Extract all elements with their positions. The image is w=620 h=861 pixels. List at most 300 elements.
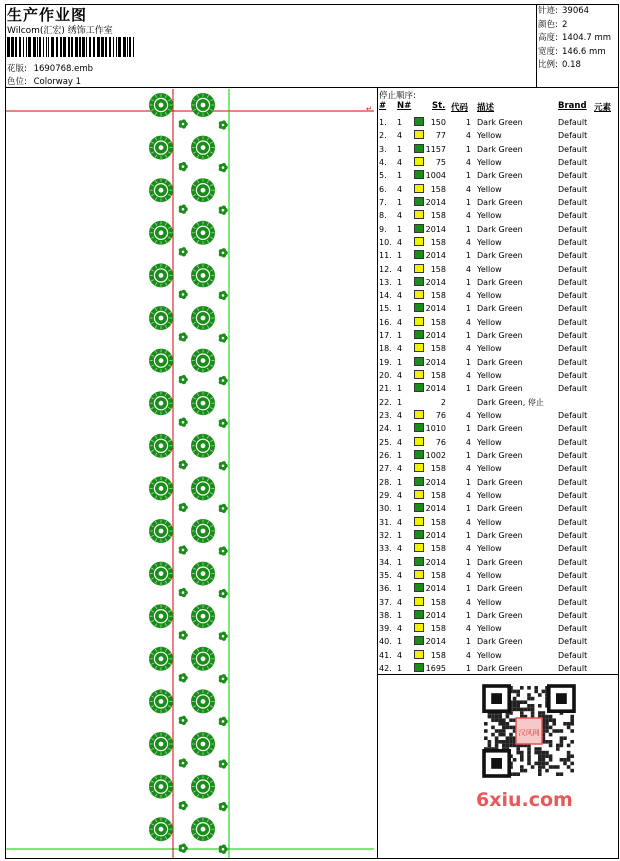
row-brand: Default xyxy=(558,624,588,634)
table-row xyxy=(379,476,617,489)
barcode-bar xyxy=(105,37,107,57)
qr-module xyxy=(506,715,510,719)
qr-module xyxy=(520,758,524,762)
qr-module xyxy=(534,762,538,766)
row-stitches: 2014 xyxy=(425,304,446,314)
row-stitches: 2014 xyxy=(425,331,446,341)
motif-ring-right xyxy=(191,93,215,117)
table-row xyxy=(379,382,617,395)
qr-module xyxy=(549,740,553,744)
row-needle: 1 xyxy=(397,637,403,647)
color-swatch xyxy=(414,317,424,326)
row-description: Dark Green xyxy=(477,118,523,127)
qr-module xyxy=(567,754,571,758)
color-swatch xyxy=(414,543,424,552)
row-description: Yellow xyxy=(477,624,502,634)
qr-module xyxy=(542,751,546,755)
row-stitches: 158 xyxy=(430,317,446,327)
qr-module xyxy=(516,693,520,697)
motif-flower-center xyxy=(179,716,188,725)
row-number: 8. xyxy=(379,211,387,221)
qr-module xyxy=(542,711,546,715)
row-stitches: 158 xyxy=(430,650,446,660)
row-brand: Default xyxy=(558,184,588,194)
motif-flower-right xyxy=(219,717,228,726)
stat-label: 比例: xyxy=(538,60,558,70)
row-description: Yellow xyxy=(477,211,502,221)
stat-value: 1404.7 mm xyxy=(562,33,612,43)
qr-module xyxy=(545,726,549,730)
row-needle: 1 xyxy=(397,424,403,434)
row-description: Dark Green xyxy=(477,451,523,460)
barcode-bar xyxy=(39,37,41,57)
row-stitches: 2014 xyxy=(425,277,446,287)
color-swatch xyxy=(414,650,424,659)
motif-flower-right xyxy=(219,759,228,768)
qr-module xyxy=(567,758,571,762)
barcode-bar xyxy=(133,37,134,57)
table-row xyxy=(379,462,617,475)
table-row xyxy=(379,236,617,249)
qr-module xyxy=(495,718,499,722)
motif-ring-right xyxy=(191,476,215,500)
qr-module xyxy=(560,729,564,733)
row-needle: 1 xyxy=(397,477,403,487)
row-description: Yellow xyxy=(477,464,502,474)
barcode-bar xyxy=(60,37,62,57)
qr-module xyxy=(506,726,510,730)
qr-module xyxy=(538,754,542,758)
barcode-bar xyxy=(23,37,24,57)
qr-module xyxy=(502,744,506,748)
row-stitches: 158 xyxy=(430,624,446,634)
qr-module xyxy=(516,700,520,704)
row-description: Yellow xyxy=(477,184,502,194)
qr-module xyxy=(516,751,520,755)
qr-module xyxy=(527,697,531,701)
color-swatch xyxy=(414,197,424,206)
qr-module xyxy=(484,722,488,726)
qr-module xyxy=(488,740,492,744)
qr-module xyxy=(542,690,546,694)
qr-module xyxy=(542,762,546,766)
qr-module xyxy=(520,769,524,773)
qr-module xyxy=(570,769,574,773)
barcode-bar xyxy=(11,37,14,57)
table-row xyxy=(379,223,617,236)
motif-ring-left xyxy=(149,604,173,628)
qr-module xyxy=(542,758,546,762)
motif-ring-right xyxy=(191,562,215,586)
motif-flower-center xyxy=(179,801,188,810)
row-needle: 4 xyxy=(397,597,403,607)
row-number: 27. xyxy=(379,464,392,474)
qr-module xyxy=(531,708,535,712)
qr-module xyxy=(531,704,535,708)
qr-module xyxy=(552,718,556,722)
row-needle: 4 xyxy=(397,650,403,660)
stat-value: 146.6 mm xyxy=(562,46,606,57)
motif-flower-center xyxy=(179,503,188,512)
motif-ring-left xyxy=(149,562,173,586)
barcode-bar xyxy=(79,37,81,57)
row-code: 4 xyxy=(465,157,471,167)
qr-module xyxy=(484,736,488,740)
barcode-bar xyxy=(71,37,73,57)
row-stitches: 1695 xyxy=(425,664,446,674)
stat-row xyxy=(538,32,611,46)
row-description: Dark Green xyxy=(477,144,523,154)
row-needle: 4 xyxy=(397,237,403,247)
barcode-bar xyxy=(26,37,27,57)
row-brand: Default xyxy=(558,597,588,607)
color-swatch xyxy=(414,184,424,193)
row-number: 9. xyxy=(379,224,387,234)
color-swatch xyxy=(414,477,424,486)
row-brand: Default xyxy=(558,344,588,354)
row-number: 23. xyxy=(379,411,392,421)
qr-module xyxy=(545,729,549,733)
color-swatch xyxy=(414,157,424,166)
qr-module xyxy=(534,686,538,690)
qr-module xyxy=(495,736,499,740)
row-code: 4 xyxy=(465,490,471,500)
row-description: Yellow xyxy=(477,570,502,580)
row-brand: Default xyxy=(558,411,588,421)
stat-label: 颜色: xyxy=(538,19,558,30)
qr-module xyxy=(520,754,524,758)
row-stitches: 75 xyxy=(435,157,446,167)
table-row xyxy=(379,582,617,595)
row-code: 1 xyxy=(465,384,471,394)
table-row xyxy=(379,356,617,369)
table-row xyxy=(379,542,617,555)
motif-ring-right xyxy=(191,306,215,330)
row-number: 31. xyxy=(379,517,392,527)
row-brand: Default xyxy=(558,544,588,554)
qr-module xyxy=(516,747,520,751)
row-description: Dark Green xyxy=(477,384,523,394)
row-needle: 1 xyxy=(397,251,403,261)
row-number: 18. xyxy=(379,344,392,354)
table-row xyxy=(379,396,617,409)
qr-module xyxy=(560,736,564,740)
row-needle: 1 xyxy=(397,144,403,154)
barcode-bar xyxy=(28,37,31,57)
header-divider-vertical xyxy=(536,4,537,88)
qr-module xyxy=(527,747,531,751)
row-needle: 1 xyxy=(397,584,403,594)
qr-module xyxy=(520,686,524,690)
row-stitches: 76 xyxy=(435,411,446,421)
qr-module xyxy=(570,718,574,722)
table-row xyxy=(379,302,617,315)
row-brand: Default xyxy=(558,424,588,434)
col-header-stitches: St. xyxy=(432,101,446,111)
qr-module xyxy=(498,715,502,719)
motif-ring-right xyxy=(191,775,215,799)
row-number: 5. xyxy=(379,171,387,181)
row-description: Dark Green xyxy=(477,584,523,594)
row-stitches: 2014 xyxy=(425,504,446,514)
row-code: 1 xyxy=(465,557,471,567)
row-description: Dark Green xyxy=(477,357,523,367)
row-brand: Default xyxy=(558,504,588,514)
qr-module xyxy=(538,693,542,697)
row-brand: Default xyxy=(558,237,588,247)
row-needle: 4 xyxy=(397,344,403,354)
color-swatch xyxy=(414,303,424,312)
row-needle: 4 xyxy=(397,211,403,221)
row-brand: Default xyxy=(558,384,588,394)
qr-module xyxy=(516,704,520,708)
company-name: Wilcom(汇宏) 绣饰工作室 xyxy=(7,26,113,36)
qr-module xyxy=(495,715,499,719)
qr-module xyxy=(570,729,574,733)
row-number: 6. xyxy=(379,184,387,194)
motif-ring-right xyxy=(191,391,215,415)
row-stitches: 1002 xyxy=(425,451,446,460)
qr-module xyxy=(495,729,499,733)
row-number: 35. xyxy=(379,570,392,580)
stat-value: 0.18 xyxy=(562,60,581,70)
qr-module xyxy=(506,744,510,748)
row-code: 1 xyxy=(465,171,471,181)
motif-flower-center xyxy=(179,844,188,853)
barcode-bar xyxy=(101,37,104,57)
table-row xyxy=(379,249,617,262)
row-description: Dark Green xyxy=(477,664,523,674)
qr-module xyxy=(498,718,502,722)
color-swatch xyxy=(414,463,424,472)
row-brand: Default xyxy=(558,144,588,154)
row-brand: Default xyxy=(558,304,588,314)
row-stitches: 2014 xyxy=(425,637,446,647)
row-stitches: 2014 xyxy=(425,224,446,234)
row-number: 7. xyxy=(379,197,387,207)
row-description: Dark Green xyxy=(477,610,523,620)
motif-flower-right xyxy=(219,845,228,854)
row-number: 39. xyxy=(379,624,392,634)
color-swatch xyxy=(414,210,424,219)
color-swatch xyxy=(414,583,424,592)
qr-module xyxy=(524,700,528,704)
motif-ring-left xyxy=(149,93,173,117)
row-description: Dark Green xyxy=(477,251,523,261)
qr-module xyxy=(491,733,495,737)
qr-module xyxy=(549,744,553,748)
row-stitches: 2014 xyxy=(425,557,446,567)
row-brand: Default xyxy=(558,157,588,167)
row-number: 37. xyxy=(379,597,392,607)
qr-module xyxy=(495,740,499,744)
qr-module xyxy=(549,715,553,719)
row-needle: 1 xyxy=(397,224,403,234)
table-row xyxy=(379,662,617,675)
stat-value: 39064 xyxy=(562,6,590,16)
design-file-label: 花版: xyxy=(7,64,27,74)
row-stitches: 158 xyxy=(430,490,446,500)
row-needle: 1 xyxy=(397,384,403,394)
row-number: 1. xyxy=(379,118,387,127)
qr-module xyxy=(538,769,542,773)
col-header-brand: Brand xyxy=(558,101,587,111)
color-swatch xyxy=(414,330,424,339)
row-brand: Default xyxy=(558,264,588,274)
row-description: Yellow xyxy=(477,317,502,327)
row-number: 25. xyxy=(379,437,392,447)
qr-module xyxy=(567,765,571,769)
qr-module xyxy=(538,704,542,708)
motif-flower-right xyxy=(219,291,228,300)
row-brand: Default xyxy=(558,437,588,447)
page-title: 生产作业图 xyxy=(7,6,88,24)
table-row xyxy=(379,183,617,196)
row-code: 1 xyxy=(465,357,471,367)
motif-flower-right xyxy=(219,120,228,129)
motif-flower-center xyxy=(179,418,188,427)
row-stitches: 158 xyxy=(430,597,446,607)
row-stitches: 1004 xyxy=(425,171,446,181)
qr-module xyxy=(545,715,549,719)
barcode-bar xyxy=(46,37,47,57)
row-needle: 4 xyxy=(397,624,403,634)
qr-code xyxy=(470,682,588,782)
row-stitches: 77 xyxy=(435,131,446,141)
qr-module xyxy=(542,765,546,769)
row-code: 4 xyxy=(465,184,471,194)
row-needle: 1 xyxy=(397,397,403,407)
row-number: 16. xyxy=(379,317,392,327)
qr-module xyxy=(545,740,549,744)
row-stitches: 158 xyxy=(430,344,446,354)
row-needle: 4 xyxy=(397,131,403,141)
stat-value: 2 xyxy=(562,19,568,30)
qr-module xyxy=(538,765,542,769)
qr-module xyxy=(538,751,542,755)
row-description: Yellow xyxy=(477,291,502,301)
row-needle: 1 xyxy=(397,197,403,207)
qr-module xyxy=(549,726,553,730)
table-row xyxy=(379,529,617,542)
row-stitches: 158 xyxy=(430,237,446,247)
qr-module xyxy=(520,765,524,769)
color-swatch xyxy=(414,557,424,566)
color-swatch xyxy=(414,170,424,179)
design-preview xyxy=(6,89,377,858)
qr-module xyxy=(538,747,542,751)
row-code: 1 xyxy=(465,610,471,620)
row-needle: 4 xyxy=(397,570,403,580)
qr-module xyxy=(513,758,517,762)
row-description: Dark Green xyxy=(477,477,523,487)
row-stitches: 150 xyxy=(430,118,446,127)
row-description: Yellow xyxy=(477,517,502,527)
row-needle: 4 xyxy=(397,291,403,301)
row-needle: 4 xyxy=(397,184,403,194)
qr-module xyxy=(484,729,488,733)
table-row xyxy=(379,489,617,502)
row-needle: 4 xyxy=(397,371,403,381)
qr-module xyxy=(506,740,510,744)
row-brand: Default xyxy=(558,477,588,487)
motif-flower-right xyxy=(219,674,228,683)
row-brand: Default xyxy=(558,517,588,527)
barcode-bar xyxy=(33,37,36,57)
row-number: 2. xyxy=(379,131,387,141)
row-code: 1 xyxy=(465,637,471,647)
barcode-bar xyxy=(86,37,87,57)
qr-module xyxy=(567,751,571,755)
col-header-code: 代码 xyxy=(451,103,469,113)
qr-module xyxy=(527,708,531,712)
row-stitches: 158 xyxy=(430,570,446,580)
motif-flower-center xyxy=(179,247,188,256)
qr-module xyxy=(570,754,574,758)
row-description: Dark Green xyxy=(477,171,523,181)
table-row xyxy=(379,622,617,635)
color-swatch xyxy=(414,277,424,286)
qr-module xyxy=(563,722,567,726)
qr-module xyxy=(545,751,549,755)
barcode-bar xyxy=(109,37,111,57)
qr-module xyxy=(545,769,549,773)
barcode xyxy=(7,37,137,57)
row-needle: 1 xyxy=(397,118,403,127)
table-row xyxy=(379,342,617,355)
qr-module xyxy=(502,729,506,733)
row-code: 4 xyxy=(465,317,471,327)
table-row xyxy=(379,409,617,422)
barcode-bar xyxy=(127,37,128,57)
row-description: Dark Green xyxy=(477,197,523,207)
motif-ring-right xyxy=(191,817,215,841)
qr-module xyxy=(527,758,531,762)
color-swatch xyxy=(414,264,424,273)
row-number: 41. xyxy=(379,650,392,660)
motif-ring-left xyxy=(149,391,173,415)
barcode-bar xyxy=(129,37,131,57)
qr-module xyxy=(549,758,553,762)
row-brand: Default xyxy=(558,277,588,287)
row-number: 3. xyxy=(379,144,387,154)
row-needle: 1 xyxy=(397,664,403,674)
row-stitches: 158 xyxy=(430,464,446,474)
row-code: 4 xyxy=(465,464,471,474)
qr-module xyxy=(531,697,535,701)
row-number: 19. xyxy=(379,357,392,367)
row-description: Dark Green xyxy=(477,224,523,234)
qr-module xyxy=(488,715,492,719)
row-code: 1 xyxy=(465,584,471,594)
design-file-row xyxy=(7,62,93,74)
row-code: 4 xyxy=(465,344,471,354)
qr-module xyxy=(524,769,528,773)
row-needle: 1 xyxy=(397,277,403,287)
row-number: 13. xyxy=(379,277,392,287)
row-code: 1 xyxy=(465,304,471,314)
row-stitches: 2014 xyxy=(425,530,446,540)
qr-module xyxy=(520,700,524,704)
color-swatch xyxy=(414,636,424,645)
row-needle: 4 xyxy=(397,437,403,447)
row-needle: 1 xyxy=(397,451,403,460)
qr-module xyxy=(520,751,524,755)
motif-ring-right xyxy=(191,647,215,671)
row-number: 32. xyxy=(379,530,392,540)
color-swatch xyxy=(414,144,424,153)
table-row xyxy=(379,209,617,222)
